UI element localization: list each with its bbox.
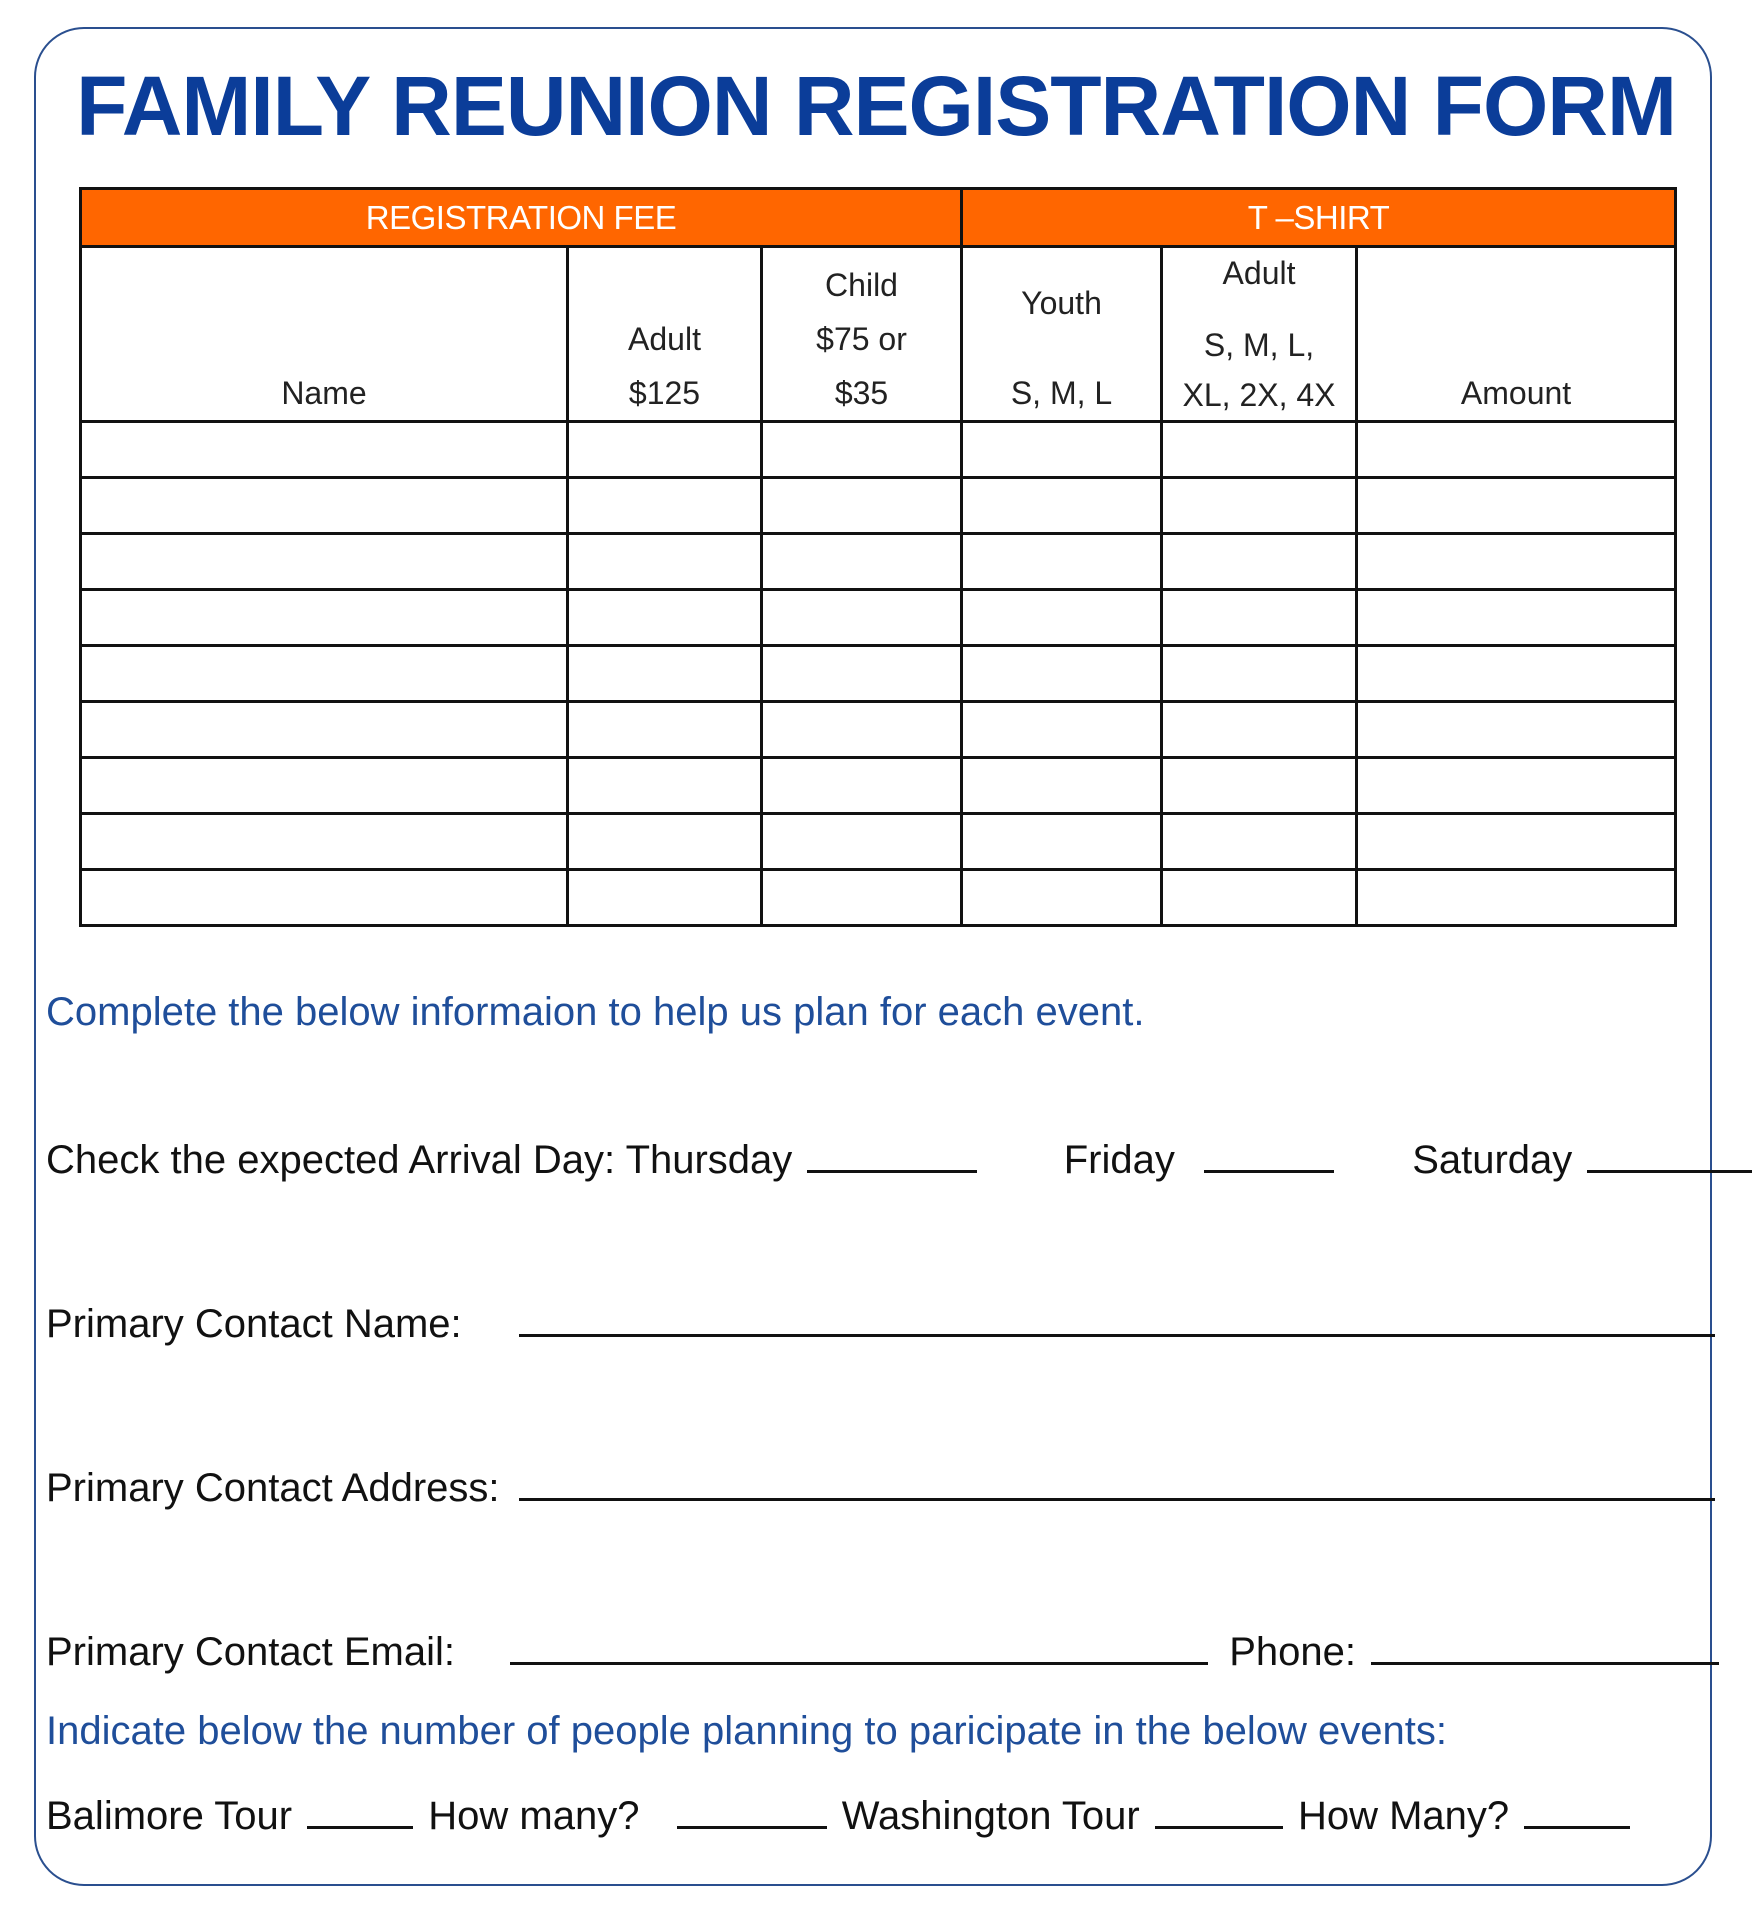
baltimore-tour-field[interactable] — [307, 1792, 413, 1829]
washington-how-many-label: How Many? — [1297, 1794, 1510, 1838]
thursday-label: Thursday — [625, 1138, 793, 1182]
arrival-label: Check the expected Arrival Day: — [46, 1138, 616, 1182]
washington-how-many-field[interactable] — [1524, 1792, 1630, 1829]
col-youth-shirt-header: Youth S, M, L — [962, 247, 1162, 422]
contact-address-field[interactable] — [519, 1464, 1715, 1501]
name-cell[interactable] — [81, 814, 568, 870]
adult-fee-cell[interactable] — [568, 870, 762, 926]
name-cell[interactable] — [81, 870, 568, 926]
arrival-day-row — [46, 1136, 1752, 1183]
baltimore-how-many-field[interactable] — [677, 1792, 827, 1829]
table-row — [81, 534, 1676, 590]
tshirt-header: T –SHIRT — [962, 189, 1676, 247]
washington-tour-label: Washington Tour — [841, 1794, 1140, 1838]
adult-shirt-cell[interactable] — [1162, 870, 1357, 926]
thursday-field[interactable] — [807, 1136, 977, 1173]
col-name-header: Name — [81, 247, 568, 422]
saturday-field[interactable] — [1587, 1136, 1752, 1173]
adult-fee-cell[interactable] — [568, 646, 762, 702]
col-adult-shirt-header: Adult S, M, L, XL, 2X, 4X — [1162, 247, 1357, 422]
child-fee-cell[interactable] — [762, 590, 962, 646]
child-fee-cell[interactable] — [762, 534, 962, 590]
phone-field[interactable] — [1371, 1628, 1719, 1665]
name-cell[interactable] — [81, 422, 568, 478]
youth-shirt-cell[interactable] — [962, 590, 1162, 646]
table-row — [81, 646, 1676, 702]
child-fee-cell[interactable] — [762, 814, 962, 870]
amount-cell[interactable] — [1357, 814, 1676, 870]
youth-shirt-cell[interactable] — [962, 534, 1162, 590]
events-instruction: Indicate below the number of people planning to paricipate in the below events: — [46, 1709, 1447, 1753]
events-row — [46, 1792, 1634, 1839]
amount-cell[interactable] — [1357, 422, 1676, 478]
name-cell[interactable] — [81, 590, 568, 646]
youth-shirt-cell[interactable] — [962, 870, 1162, 926]
child-fee-cell[interactable] — [762, 870, 962, 926]
table-row — [81, 758, 1676, 814]
name-cell[interactable] — [81, 758, 568, 814]
adult-fee-cell[interactable] — [568, 590, 762, 646]
adult-shirt-cell[interactable] — [1162, 758, 1357, 814]
column-header-row — [81, 247, 1676, 422]
baltimore-how-many-label: How many? — [428, 1794, 640, 1838]
adult-shirt-cell[interactable] — [1162, 422, 1357, 478]
name-cell[interactable] — [81, 646, 568, 702]
friday-label: Friday — [1063, 1138, 1175, 1182]
child-fee-cell[interactable] — [762, 478, 962, 534]
adult-fee-cell[interactable] — [568, 478, 762, 534]
name-cell[interactable] — [81, 534, 568, 590]
adult-shirt-cell[interactable] — [1162, 646, 1357, 702]
child-fee-cell[interactable] — [762, 758, 962, 814]
adult-shirt-cell[interactable] — [1162, 702, 1357, 758]
contact-email-label: Primary Contact Email: — [46, 1630, 455, 1674]
adult-fee-cell[interactable] — [568, 702, 762, 758]
contact-address-row — [46, 1464, 1719, 1511]
name-cell[interactable] — [81, 702, 568, 758]
registration-fee-header: REGISTRATION FEE — [81, 189, 962, 247]
contact-name-label: Primary Contact Name: — [46, 1302, 462, 1346]
table-row — [81, 814, 1676, 870]
table-row — [81, 702, 1676, 758]
child-fee-cell[interactable] — [762, 646, 962, 702]
youth-shirt-cell[interactable] — [962, 758, 1162, 814]
adult-shirt-cell[interactable] — [1162, 590, 1357, 646]
contact-address-label: Primary Contact Address: — [46, 1466, 500, 1510]
table-row — [81, 478, 1676, 534]
phone-label: Phone: — [1229, 1630, 1357, 1674]
amount-cell[interactable] — [1357, 590, 1676, 646]
child-fee-cell[interactable] — [762, 702, 962, 758]
adult-fee-cell[interactable] — [568, 534, 762, 590]
registration-table — [79, 187, 1677, 927]
col-adult-fee-header: Adult $125 — [568, 247, 762, 422]
adult-fee-cell[interactable] — [568, 422, 762, 478]
group-header-row — [81, 189, 1676, 247]
form-title: FAMILY REUNION REGISTRATION FORM — [76, 59, 1676, 153]
contact-name-row — [46, 1300, 1719, 1347]
adult-shirt-cell[interactable] — [1162, 478, 1357, 534]
table-row — [81, 422, 1676, 478]
adult-fee-cell[interactable] — [568, 814, 762, 870]
table-body — [81, 422, 1676, 926]
contact-email-field[interactable] — [510, 1628, 1208, 1665]
contact-email-row — [46, 1628, 1723, 1675]
amount-cell[interactable] — [1357, 702, 1676, 758]
amount-cell[interactable] — [1357, 646, 1676, 702]
washington-tour-field[interactable] — [1155, 1792, 1283, 1829]
col-child-fee-header: Child $75 or $35 — [762, 247, 962, 422]
child-fee-cell[interactable] — [762, 422, 962, 478]
col-amount-header: Amount — [1357, 247, 1676, 422]
table-row — [81, 870, 1676, 926]
name-cell[interactable] — [81, 478, 568, 534]
amount-cell[interactable] — [1357, 478, 1676, 534]
adult-fee-cell[interactable] — [568, 758, 762, 814]
amount-cell[interactable] — [1357, 534, 1676, 590]
youth-shirt-cell[interactable] — [962, 646, 1162, 702]
table-row — [81, 590, 1676, 646]
youth-shirt-cell[interactable] — [962, 702, 1162, 758]
baltimore-tour-label: Balimore Tour — [46, 1794, 293, 1838]
youth-shirt-cell[interactable] — [962, 422, 1162, 478]
amount-cell[interactable] — [1357, 870, 1676, 926]
amount-cell[interactable] — [1357, 758, 1676, 814]
friday-field[interactable] — [1204, 1136, 1334, 1173]
info-instruction: Complete the below informaion to help us plan for each event. — [46, 990, 1145, 1034]
contact-name-field[interactable] — [519, 1300, 1715, 1337]
adult-shirt-cell[interactable] — [1162, 534, 1357, 590]
youth-shirt-cell[interactable] — [962, 478, 1162, 534]
adult-shirt-cell[interactable] — [1162, 814, 1357, 870]
saturday-label: Saturday — [1412, 1138, 1573, 1182]
youth-shirt-cell[interactable] — [962, 814, 1162, 870]
